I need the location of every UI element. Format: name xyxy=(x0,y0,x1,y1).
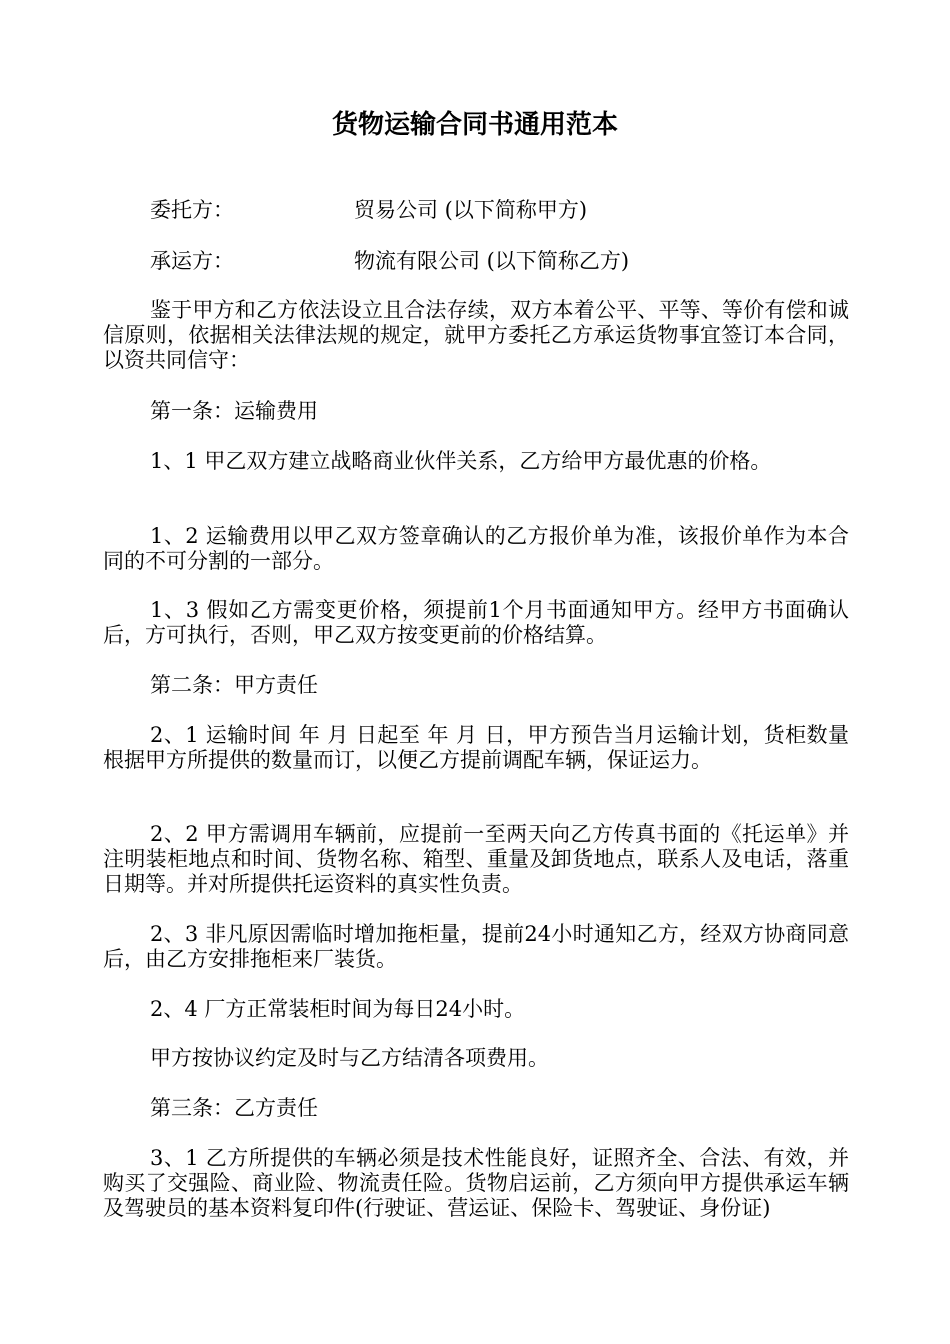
client-party-label: 委托方： xyxy=(150,198,234,222)
clause-2-2: 2、2 甲方需调用车辆前，应提前一至两天向乙方传真书面的《托运单》并注明装柜地点和时间、货物名称、箱型、重量及卸货地点，联系人及电话，落重日期等。并对所提供托运资料的真实性负责。 xyxy=(103,822,849,896)
carrier-party-label: 承运方： xyxy=(150,249,234,273)
clause-2-1: 2、1 运输时间 年 月 日起至 年 月 日，甲方预告当月运输计划，货柜数量根据甲方所提供的数量而订，以便乙方提前调配车辆，保证运力。 xyxy=(103,723,849,772)
client-party-value: 贸易公司 (以下简称甲方) xyxy=(354,198,588,222)
clause-1-2: 1、2 运输费用以甲乙双方签章确认的乙方报价单为准，该报价单作为本合同的不可分割的一部分。 xyxy=(103,524,849,573)
clause-1-3: 1、3 假如乙方需变更价格，须提前1个月书面通知甲方。经甲方书面确认后，方可执行，否则，甲乙双方按变更前的价格结算。 xyxy=(103,598,849,647)
clause-1-1: 1、1 甲乙双方建立战略商业伙伴关系，乙方给甲方最优惠的价格。 xyxy=(150,449,772,473)
carrier-party-value: 物流有限公司 (以下简称乙方) xyxy=(354,249,630,273)
clause-2-5: 甲方按协议约定及时与乙方结清各项费用。 xyxy=(150,1046,549,1070)
client-party-line xyxy=(150,198,587,223)
preamble-paragraph: 鉴于甲方和乙方依法设立且合法存续，双方本着公平、平等、等价有偿和诚信原则，依据相关法律法规的规定，就甲方委托乙方承运货物事宜签订本合同，以资共同信守： xyxy=(103,298,849,372)
article-1-heading: 第一条：运输费用 xyxy=(150,399,318,423)
article-3-heading: 第三条：乙方责任 xyxy=(150,1096,318,1120)
carrier-party-line xyxy=(150,249,629,274)
article-2-heading: 第二条：甲方责任 xyxy=(150,673,318,697)
clause-2-3: 2、3 非凡原因需临时增加拖柜量，提前24小时通知乙方，经双方协商同意后，由乙方安排拖柜来厂装货。 xyxy=(103,922,849,971)
clause-3-1: 3、1 乙方所提供的车辆必须是技术性能良好，证照齐全、合法、有效，并购买了交强险、商业险、物流责任险。货物启运前，乙方须向甲方提供承运车辆及驾驶员的基本资料复印件(行驶证、营运证、保险卡、驾驶证、身份证) xyxy=(103,1146,849,1220)
clause-2-4: 2、4 厂方正常装柜时间为每日24小时。 xyxy=(150,997,526,1021)
document-title: 货物运输合同书通用范本 xyxy=(331,110,618,140)
